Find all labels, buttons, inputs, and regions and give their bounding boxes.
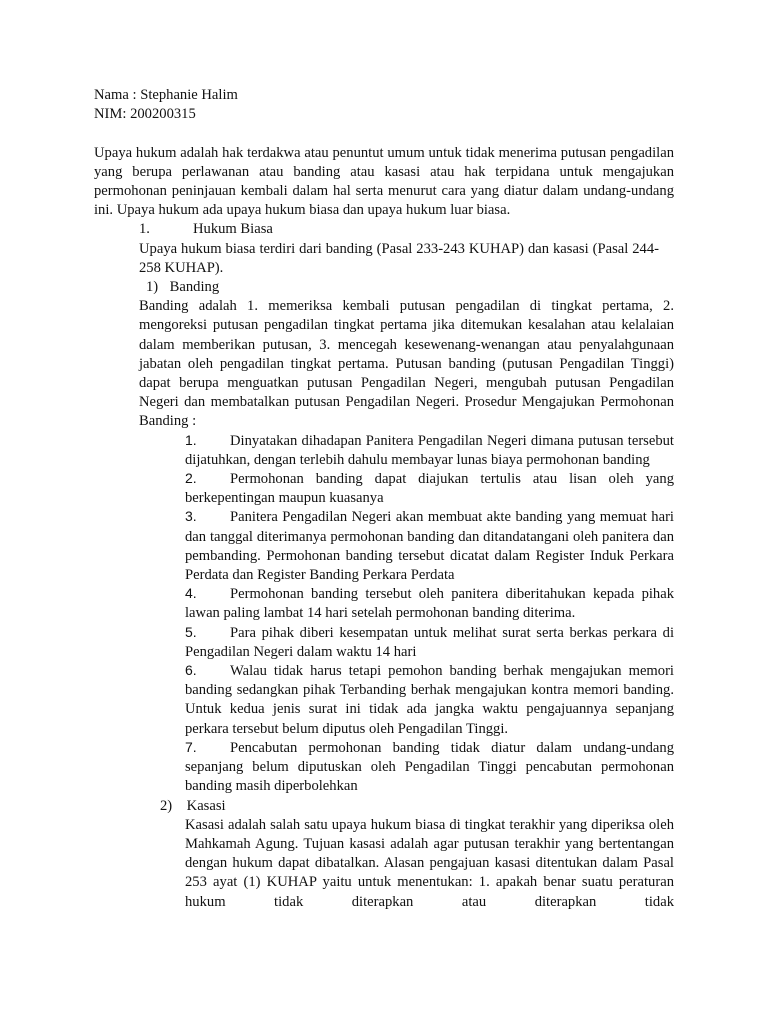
kasasi-body: Kasasi adalah salah satu upaya hukum biasa di tingkat terakhir yang diperiksa oleh Mahkamah Agung. Tujuan kasasi adalah agar putusan terakhir yang bertentangan dengan hukum dapat dibatalkan. Alasan pengajuan kasasi ditentukan dalam Pasal 253 ayat (1) KUHAP yaitu untuk menentukan: 1. apakah benar suatu peraturan hukum tidak diterapkan atau diterapkan tidak bbox=[185, 816, 674, 910]
step-text: Permohonan banding dapat diajukan tertulis atau lisan oleh yang berkepentingan maupun kuasanya bbox=[185, 471, 674, 507]
step-text: Para pihak diberi kesempatan untuk melihat surat serta berkas perkara di Pengadilan Negeri dalam waktu 14 hari bbox=[185, 624, 674, 660]
list-item bbox=[185, 739, 674, 797]
student-nim: NIM: 200200315 bbox=[94, 106, 196, 123]
step-text: Walau tidak harus tetapi pemohon banding berhak mengajukan memori banding sedangkan pihak Terbanding berhak mengajukan kontra memori banding. Untuk kedua jenis surat ini tidak ada jangka waktu pengajuannya sepanjang perkara tersebut belum diputus oleh Pengadilan Tinggi. bbox=[185, 663, 674, 737]
step-number: 1. bbox=[185, 431, 197, 448]
list-item bbox=[185, 624, 674, 662]
section-description-wrap bbox=[94, 240, 674, 278]
subsection-number: 2) bbox=[160, 797, 173, 814]
banding-body-wrap bbox=[94, 297, 674, 431]
section-number: 1. bbox=[139, 221, 150, 238]
subsection-heading-kasasi bbox=[94, 797, 674, 816]
subsection-number: 1) bbox=[146, 279, 159, 296]
banding-steps bbox=[94, 432, 674, 797]
step-text: Pencabutan permohonan banding tidak diatur dalam undang-undang sepanjang belum diputuskan oleh Pengadilan Tinggi pencabutan permohonan banding masih diperbolehkan bbox=[185, 739, 674, 795]
subsection-title: Banding bbox=[169, 279, 220, 296]
step-text: Dinyatakan dihadapan Panitera Pengadilan Negeri dimana putusan tersebut dijatuhkan, dengan terlebih dahulu membayar lunas biaya permohonan banding bbox=[185, 432, 674, 468]
student-name: Nama : Stephanie Halim bbox=[94, 87, 238, 103]
section-title: Hukum Biasa bbox=[193, 221, 273, 238]
list-item bbox=[185, 585, 674, 623]
step-text: Permohonan banding tersebut oleh panitera diberitahukan kepada pihak lawan paling lambat 14 hari setelah permohonan banding diterima. bbox=[185, 586, 674, 622]
step-number: 4. bbox=[185, 585, 197, 602]
step-number: 2. bbox=[185, 470, 197, 487]
list-item bbox=[185, 432, 674, 470]
kasasi-body-wrap bbox=[94, 816, 674, 912]
spacer bbox=[94, 124, 674, 143]
banding-body: Banding adalah 1. memeriksa kembali putusan pengadilan di tingkat pertama, 2. mengoreksi putusan pengadilan tingkat pertama jika ditemukan kesalahan atau kelalaian dalam memberikan putusan, 3. mencegah kesewenang-wenangan atau penyalahgunaan jabatan oleh pengadilan tingkat pertama. Putusan banding (putusan Pengadilan Tinggi) dapat berupa menguatkan putusan Pengadilan Negeri, mengubah putusan Pengadilan Negeri dan membatalkan putusan Pengadilan Negeri. Prosedur Mengajukan Permohonan Banding : bbox=[139, 298, 674, 430]
step-number: 3. bbox=[185, 508, 197, 525]
section-description: Upaya hukum biasa terdiri dari banding (Pasal 233-243 KUHAP) dan kasasi (Pasal 244-258 KUHAP). bbox=[139, 240, 659, 276]
step-number: 7. bbox=[185, 738, 197, 755]
list-item bbox=[185, 470, 674, 508]
subsection-heading-banding bbox=[94, 278, 674, 297]
section-heading-hukum-biasa bbox=[94, 220, 674, 239]
list-item bbox=[185, 508, 674, 585]
step-number: 6. bbox=[185, 662, 197, 679]
step-number: 5. bbox=[185, 623, 197, 640]
list-item bbox=[185, 662, 674, 739]
step-text: Panitera Pengadilan Negeri akan membuat akte banding yang memuat hari dan tanggal diterimanya permohonan banding dan ditandatangani oleh panitera dan pembanding. Permohonan banding tersebut dicatat dalam Register Induk Perkara Perdata dan Register Banding Perkara Perdata bbox=[185, 509, 674, 584]
intro-paragraph: Upaya hukum adalah hak terdakwa atau penuntut umum untuk tidak menerima putusan pengadilan yang berupa perlawanan atau banding atau kasasi atau hak terpidana untuk mengajukan permohonan peninjauan kembali dalam hal serta menurut cara yang diatur dalam undang-undang ini. Upaya hukum ada upaya hukum biasa dan upaya hukum luar biasa. bbox=[94, 144, 674, 219]
subsection-title: Kasasi bbox=[186, 797, 226, 814]
